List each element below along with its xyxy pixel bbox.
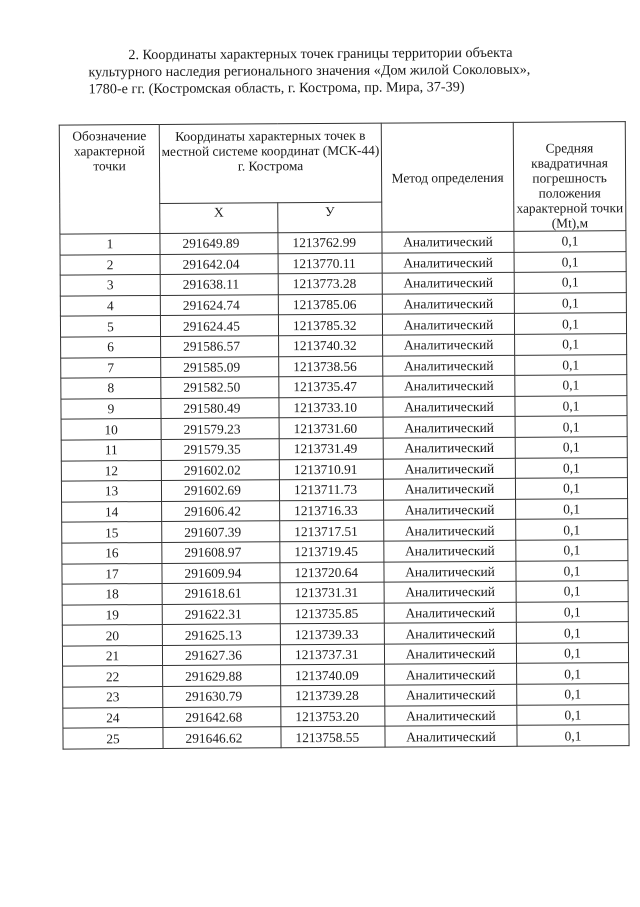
cell-method: Аналитический <box>384 643 516 664</box>
cell-y: 1213731.49 <box>279 438 383 459</box>
table-row <box>63 725 629 749</box>
cell-point-number: 18 <box>62 584 162 605</box>
header-point: Обозначение характерной точки <box>59 124 160 234</box>
cell-point-number: 22 <box>63 666 163 687</box>
cell-method: Аналитический <box>384 561 516 582</box>
cell-error: 0,1 <box>514 272 626 293</box>
cell-y: 1213740.32 <box>279 335 383 356</box>
cell-error: 0,1 <box>517 704 629 725</box>
cell-y: 1213739.28 <box>281 685 385 706</box>
cell-point-number: 16 <box>62 542 162 563</box>
cell-x: 291627.36 <box>162 645 280 666</box>
cell-method: Аналитический <box>384 623 516 644</box>
heading-line-1: 2. Координаты характерных точек границы территории объекта <box>128 44 513 64</box>
cell-point-number: 8 <box>61 378 161 399</box>
cell-x: 291649.89 <box>160 233 278 254</box>
cell-error: 0,1 <box>515 354 627 375</box>
header-method: Метод определения <box>381 122 514 232</box>
cell-y: 1213753.20 <box>281 706 385 727</box>
cell-x: 291609.94 <box>162 562 280 583</box>
cell-error: 0,1 <box>516 622 628 643</box>
cell-x: 291630.79 <box>163 686 281 707</box>
cell-error: 0,1 <box>515 478 627 499</box>
cell-x: 291629.88 <box>163 665 281 686</box>
cell-method: Аналитический <box>385 726 517 747</box>
cell-y: 1213738.56 <box>279 356 383 377</box>
cell-y: 1213762.99 <box>278 232 382 253</box>
cell-point-number: 19 <box>62 604 162 625</box>
cell-error: 0,1 <box>516 643 628 664</box>
cell-x: 291642.04 <box>160 253 278 274</box>
cell-x: 291602.69 <box>161 480 279 501</box>
cell-method: Аналитический <box>385 684 517 705</box>
cell-method: Аналитический <box>384 602 516 623</box>
cell-x: 291624.74 <box>160 295 278 316</box>
cell-y: 1213720.64 <box>280 562 384 583</box>
cell-error: 0,1 <box>517 725 629 746</box>
cell-x: 291580.49 <box>161 398 279 419</box>
cell-y: 1213710.91 <box>279 459 383 480</box>
cell-x: 291646.62 <box>163 727 281 748</box>
cell-point-number: 21 <box>62 645 162 666</box>
cell-x: 291607.39 <box>162 521 280 542</box>
cell-point-number: 17 <box>62 563 162 584</box>
cell-method: Аналитический <box>383 355 515 376</box>
cell-point-number: 24 <box>63 707 163 728</box>
cell-y: 1213740.09 <box>281 665 385 686</box>
cell-point-number: 2 <box>60 254 160 275</box>
cell-point-number: 1 <box>60 233 160 254</box>
cell-error: 0,1 <box>516 581 628 602</box>
cell-y: 1213716.33 <box>280 500 384 521</box>
cell-method: Аналитический <box>384 540 516 561</box>
heading-line-3: 1780-е гг. (Костромская область, г. Кострома, пр. Мира, 37-39) <box>88 79 465 98</box>
cell-point-number: 11 <box>61 439 161 460</box>
cell-error: 0,1 <box>515 416 627 437</box>
cell-error: 0,1 <box>515 457 627 478</box>
cell-error: 0,1 <box>516 540 628 561</box>
cell-y: 1213717.51 <box>280 520 384 541</box>
cell-error: 0,1 <box>514 231 626 252</box>
cell-y: 1213785.06 <box>278 294 382 315</box>
cell-error: 0,1 <box>515 334 627 355</box>
cell-error: 0,1 <box>514 251 626 272</box>
cell-y: 1213739.33 <box>280 623 384 644</box>
cell-error: 0,1 <box>516 498 628 519</box>
cell-point-number: 6 <box>61 336 161 357</box>
cell-point-number: 14 <box>62 501 162 522</box>
cell-method: Аналитический <box>383 478 515 499</box>
cell-error: 0,1 <box>514 292 626 313</box>
header-x: X <box>160 203 278 234</box>
cell-method: Аналитический <box>384 499 516 520</box>
cell-method: Аналитический <box>382 273 514 294</box>
cell-point-number: 3 <box>60 275 160 296</box>
cell-y: 1213711.73 <box>279 479 383 500</box>
heading-line-2: культурного наследия регионального значения «Дом жилой Соколовых», <box>88 61 531 81</box>
cell-x: 291579.35 <box>161 439 279 460</box>
cell-point-number: 13 <box>61 481 161 502</box>
cell-x: 291625.13 <box>162 624 280 645</box>
cell-method: Аналитический <box>383 437 515 458</box>
cell-y: 1213737.31 <box>280 644 384 665</box>
cell-x: 291622.31 <box>162 603 280 624</box>
cell-method: Аналитический <box>383 334 515 355</box>
document-heading <box>88 44 588 98</box>
cell-x: 291606.42 <box>162 500 280 521</box>
cell-error: 0,1 <box>516 560 628 581</box>
cell-point-number: 15 <box>62 522 162 543</box>
cell-method: Аналитический <box>382 314 514 335</box>
cell-method: Аналитический <box>383 417 515 438</box>
cell-point-number: 7 <box>61 357 161 378</box>
cell-method: Аналитический <box>383 458 515 479</box>
cell-error: 0,1 <box>515 375 627 396</box>
cell-error: 0,1 <box>515 437 627 458</box>
cell-y: 1213785.32 <box>278 314 382 335</box>
cell-x: 291618.61 <box>162 583 280 604</box>
cell-method: Аналитический <box>384 520 516 541</box>
cell-y: 1213758.55 <box>281 726 385 747</box>
cell-y: 1213735.85 <box>280 603 384 624</box>
cell-method: Аналитический <box>383 375 515 396</box>
cell-y: 1213733.10 <box>279 397 383 418</box>
cell-method: Аналитический <box>384 581 516 602</box>
cell-method: Аналитический <box>382 231 514 252</box>
cell-y: 1213770.11 <box>278 253 382 274</box>
cell-point-number: 9 <box>61 398 161 419</box>
cell-y: 1213731.60 <box>279 417 383 438</box>
cell-x: 291586.57 <box>161 336 279 357</box>
cell-point-number: 20 <box>62 625 162 646</box>
cell-x: 291638.11 <box>160 274 278 295</box>
cell-y: 1213731.31 <box>280 582 384 603</box>
cell-x: 291642.68 <box>163 706 281 727</box>
cell-error: 0,1 <box>515 395 627 416</box>
cell-error: 0,1 <box>516 519 628 540</box>
cell-point-number: 23 <box>63 687 163 708</box>
cell-point-number: 5 <box>60 316 160 337</box>
cell-x: 291582.50 <box>161 377 279 398</box>
cell-y: 1213719.45 <box>280 541 384 562</box>
cell-error: 0,1 <box>514 313 626 334</box>
cell-method: Аналитический <box>385 664 517 685</box>
cell-method: Аналитический <box>382 252 514 273</box>
cell-error: 0,1 <box>517 684 629 705</box>
cell-method: Аналитический <box>382 293 514 314</box>
cell-point-number: 25 <box>63 728 163 749</box>
cell-x: 291624.45 <box>160 315 278 336</box>
cell-y: 1213735.47 <box>279 376 383 397</box>
cell-point-number: 4 <box>60 295 160 316</box>
cell-y: 1213773.28 <box>278 273 382 294</box>
cell-x: 291602.02 <box>161 459 279 480</box>
coordinates-table <box>59 121 630 749</box>
header-coordinates: Координаты характерных точек в местной системе координат (МСК-44) г. Кострома <box>159 123 381 203</box>
cell-point-number: 10 <box>61 419 161 440</box>
cell-x: 291585.09 <box>161 356 279 377</box>
cell-x: 291579.23 <box>161 418 279 439</box>
header-y: У <box>278 202 382 233</box>
cell-x: 291608.97 <box>162 542 280 563</box>
header-error: Средняя квадратичная погрешность положения характерной точки (Mt),м <box>513 122 626 232</box>
cell-point-number: 12 <box>61 460 161 481</box>
cell-method: Аналитический <box>385 705 517 726</box>
cell-error: 0,1 <box>516 601 628 622</box>
cell-error: 0,1 <box>517 663 629 684</box>
cell-method: Аналитический <box>383 396 515 417</box>
